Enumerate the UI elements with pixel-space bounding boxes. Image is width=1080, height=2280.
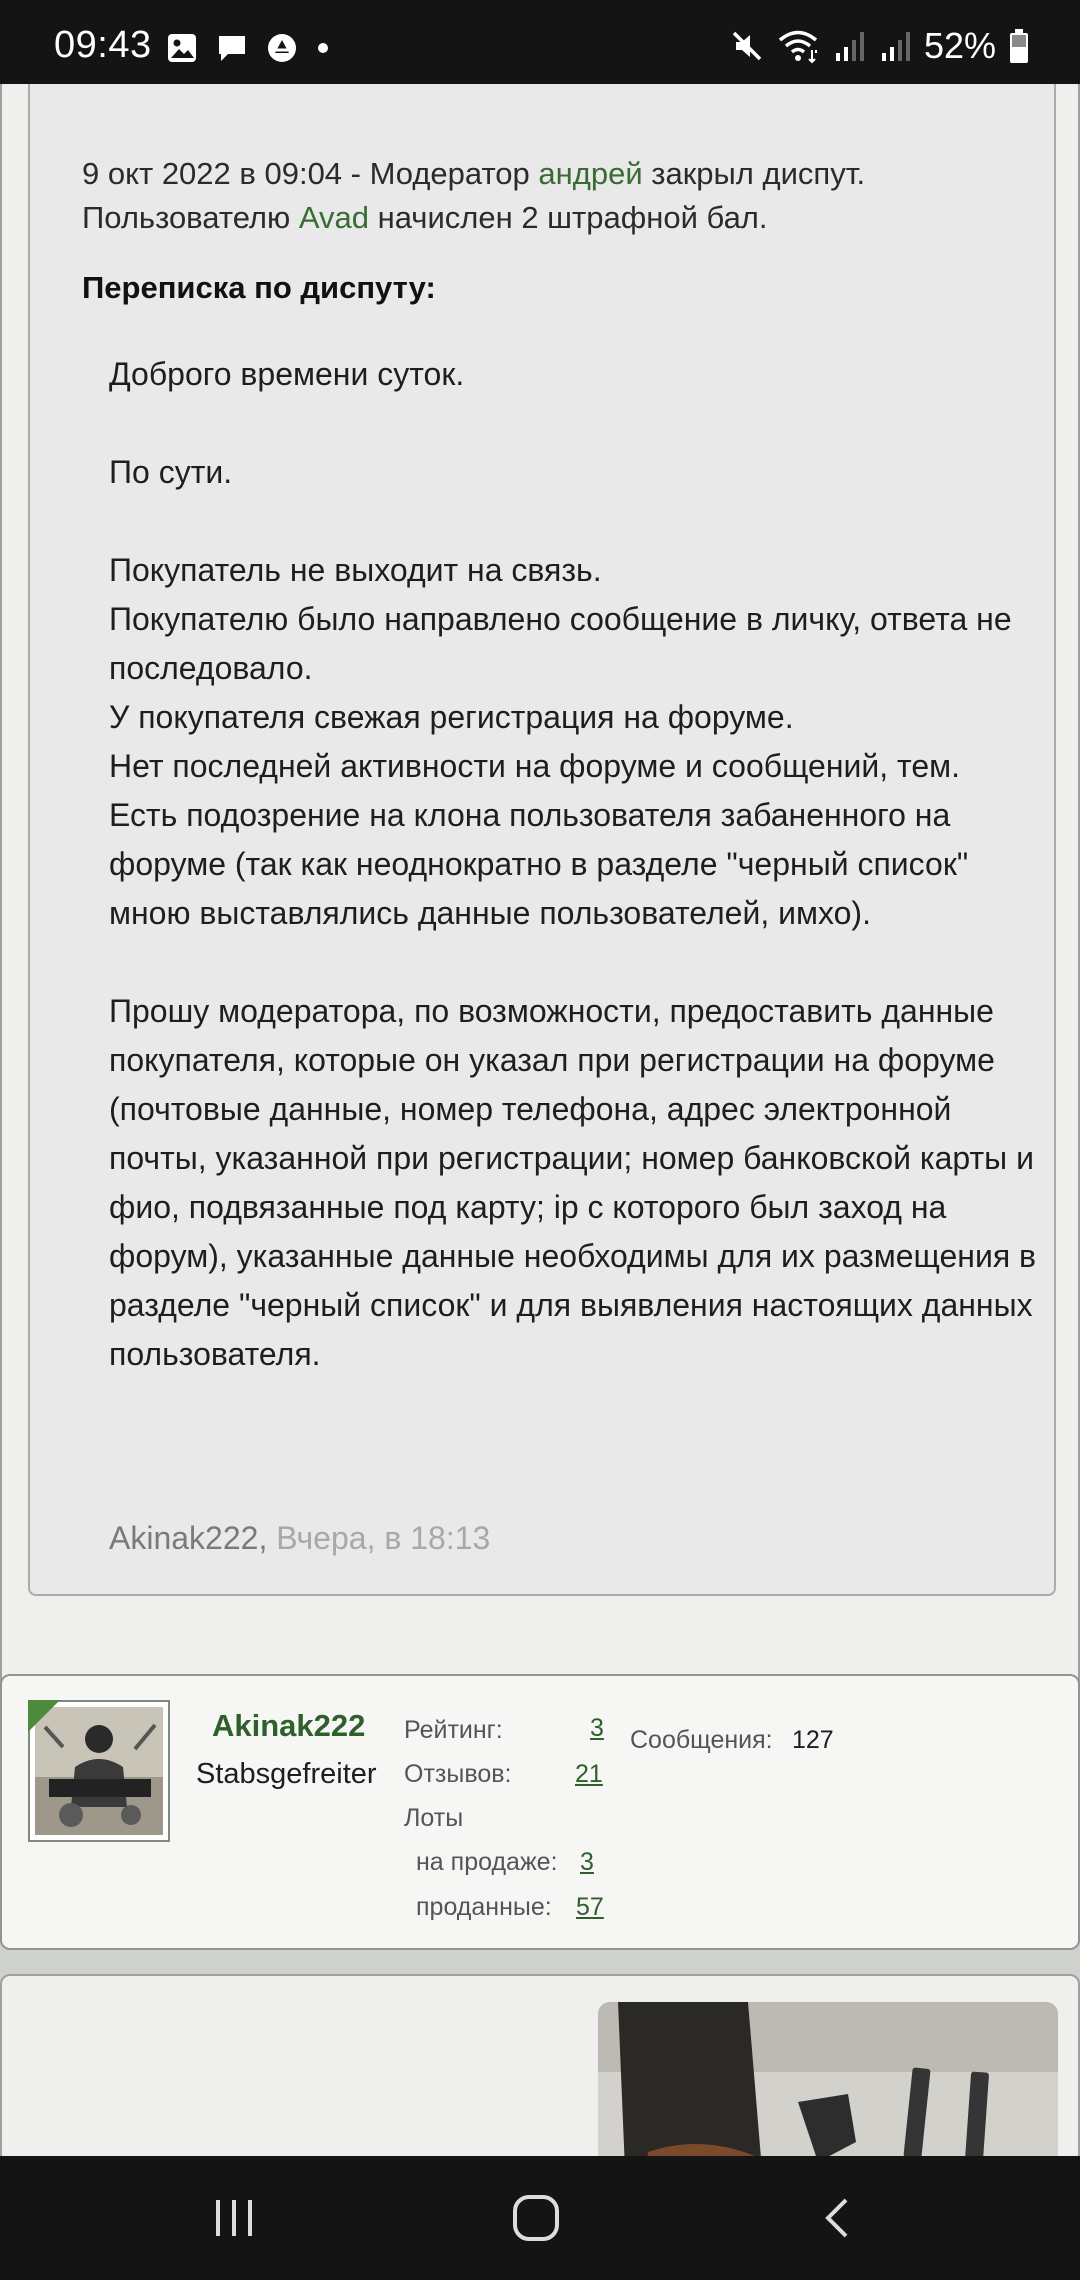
penalty-log-line: Пользователю Avad начислен 2 штрафной бал. — [82, 200, 768, 235]
dispute-heading: Переписка по диспуту: — [82, 270, 436, 305]
message-line: У покупателя свежая регистрация на форуме. — [109, 699, 794, 735]
message-signature: Akinak222, Вчера, в 18:13 — [109, 1520, 491, 1556]
sold-label: проданные: — [416, 1893, 552, 1921]
system-icons — [730, 26, 1030, 66]
message-request: Прошу модератора, по возможности, предоставить данные покупателя, которые он указал при регистрации на форуме (почтовые данные, номер телефона, адрес электронной почты, указанной при регистрации; номер банковской карты и фио, подвязанные под карту; ip с которого был заход на форум), указанные данные необходимы для их размещения в разделе "черный список" и для выявления настоящих данных пользователя. — [109, 993, 1037, 1372]
online-marker — [28, 1700, 60, 1732]
message-intro: По сути. — [109, 454, 233, 490]
rating-value[interactable]: 3 — [590, 1714, 604, 1742]
signal-icon — [832, 29, 866, 63]
penalized-user-link[interactable]: Avad — [298, 200, 369, 235]
message-line: Нет последней активности на форуме и сообщений, тем. — [109, 748, 961, 784]
message-line: Есть подозрение на клона пользователя забаненного на форуме (так как неоднократно в разделе "черный список" мною выставлялись данные пользователей, имхо). — [109, 797, 969, 931]
message-author: Akinak222 — [109, 1520, 259, 1556]
status-bar — [0, 0, 1080, 84]
on-sale-label: на продаже: — [416, 1848, 558, 1876]
image-icon — [166, 32, 198, 64]
message-time: Вчера, в 18:13 — [276, 1520, 491, 1556]
dispute-post — [0, 84, 1080, 1728]
dispute-box — [28, 84, 1056, 1596]
back-icon — [814, 2194, 862, 2242]
mute-icon — [730, 29, 764, 63]
messages-value: 127 — [792, 1726, 834, 1754]
wifi-icon — [776, 28, 820, 64]
reviews-label: Отзывов: — [404, 1760, 512, 1788]
chat-icon — [216, 32, 248, 64]
holster-photo — [598, 2002, 1058, 2156]
dispute-log-line: 9 окт 2022 в 09:04 - Модератор андрей закрыл диспут. — [82, 156, 866, 191]
recents-icon — [210, 2194, 258, 2242]
navigation-bar — [0, 2156, 1080, 2280]
reviews-value[interactable]: 21 — [575, 1760, 603, 1788]
username-link[interactable]: Akinak222 — [212, 1708, 366, 1743]
moderator-link[interactable]: андрей — [538, 156, 643, 191]
battery-icon — [1008, 28, 1030, 64]
on-sale-value[interactable]: 3 — [580, 1848, 594, 1876]
dot-icon — [316, 32, 330, 64]
vpn-icon — [266, 32, 298, 64]
back-button[interactable] — [798, 2186, 878, 2250]
post-photo[interactable] — [598, 2002, 1058, 2156]
rating-label: Рейтинг: — [404, 1716, 503, 1744]
next-post — [0, 1974, 1080, 2156]
lots-label: Лоты — [404, 1804, 464, 1832]
user-card — [0, 1674, 1080, 1950]
message-greeting: Доброго времени суток. — [109, 356, 465, 392]
home-icon — [510, 2192, 562, 2244]
dispute-message — [109, 350, 1039, 1379]
user-rank: Stabsgefreiter — [196, 1758, 377, 1790]
recents-button[interactable] — [194, 2186, 274, 2250]
sold-value[interactable]: 57 — [576, 1893, 604, 1921]
home-button[interactable] — [496, 2186, 576, 2250]
message-line: Покупателю было направлено сообщение в личку, ответа не последовало. — [109, 601, 1012, 686]
page-content[interactable] — [0, 84, 1080, 2156]
battery-percent: 52% — [923, 25, 996, 66]
status-time: 09:43 — [54, 24, 152, 66]
notification-icons — [166, 30, 330, 66]
messages-label: Сообщения: — [630, 1726, 773, 1754]
message-line: Покупатель не выходит на связь. — [109, 552, 602, 588]
signal-icon — [878, 29, 912, 63]
